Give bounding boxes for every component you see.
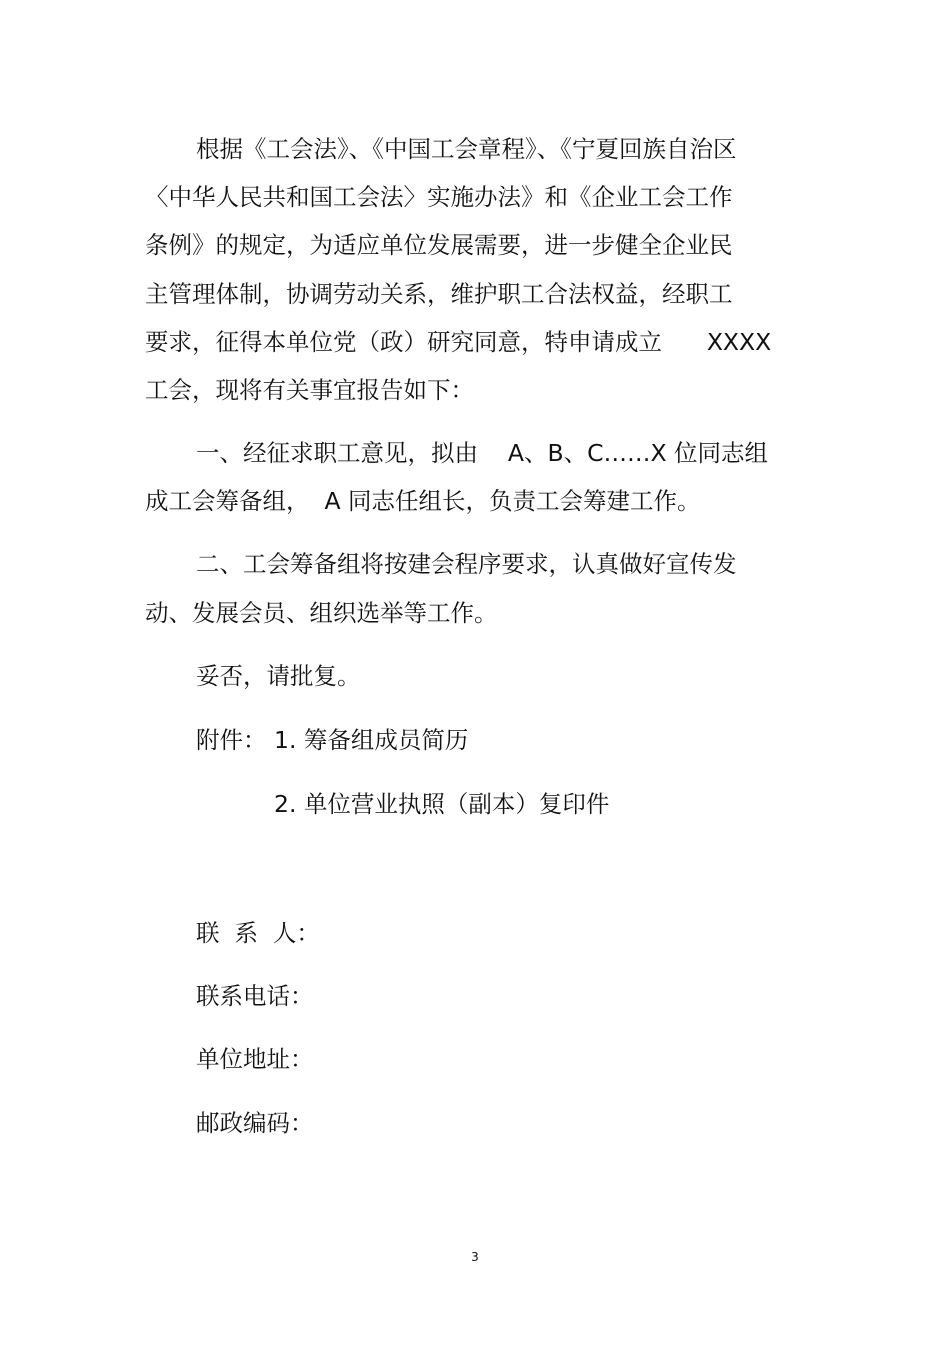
item1-line-1: 一、经征求职工意见，拟由 A、B、C……X 位同志组	[196, 439, 769, 467]
page-number: 3	[471, 1250, 479, 1264]
intro-line-6: 工会，现将有关事宜报告如下：	[145, 376, 474, 404]
attachment-item-2: 2. 单位营业执照（副本）复印件	[274, 790, 610, 818]
closing-request: 妥否，请批复。	[196, 662, 361, 690]
intro-line-3: 条例》的规定，为适应单位发展需要，进一步健全企业民	[145, 231, 733, 259]
item2-line-1: 二、工会筹备组将按建会程序要求，认真做好宣传发	[196, 550, 737, 578]
intro-line-5: 要求，征得本单位党（政）研究同意，特申请成立 XXXX	[145, 328, 772, 356]
postal-code-label: 邮政编码：	[196, 1109, 314, 1137]
contact-person-label: 联 系 人：	[196, 919, 320, 947]
unit-address-label: 单位地址：	[196, 1045, 314, 1073]
item1-line-2: 成工会筹备组， A 同志任组长，负责工会筹建工作。	[145, 487, 701, 515]
contact-phone-label: 联系电话：	[196, 982, 314, 1010]
intro-line-4: 主管理体制，协调劳动关系，维护职工合法权益，经职工	[145, 280, 733, 308]
attachment-item-1: 1. 筹备组成员简历	[274, 726, 469, 754]
attachments-label: 附件：	[196, 726, 267, 754]
intro-line-1: 根据《工会法》、《中国工会章程》、《宁夏回族自治区	[196, 135, 737, 163]
item2-line-2: 动、发展会员、组织选举等工作。	[145, 599, 498, 627]
intro-line-2: 〈中华人民共和国工会法〉实施办法》和《企业工会工作	[145, 183, 733, 211]
